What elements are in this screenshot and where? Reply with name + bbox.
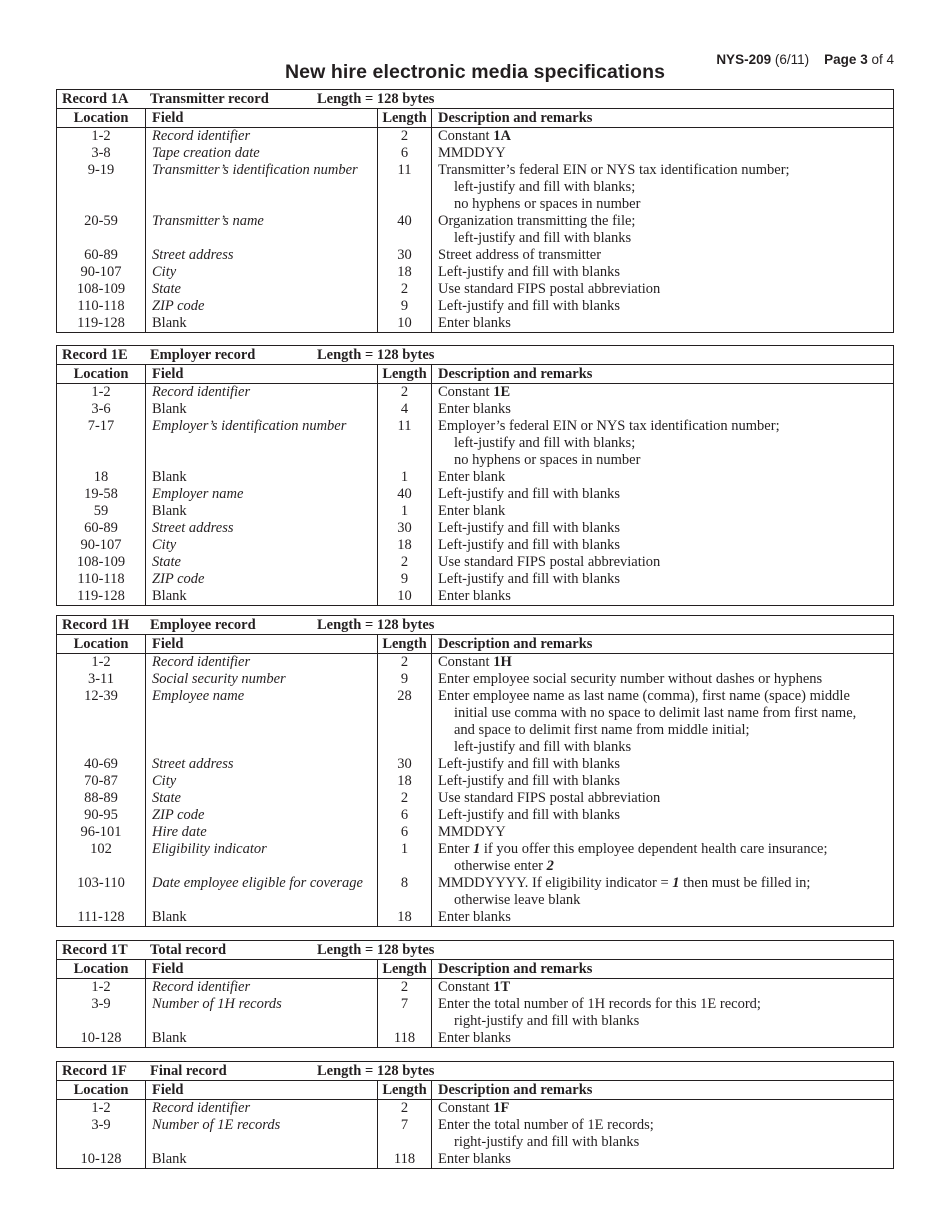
length-column: [378, 128, 432, 332]
length-cell: 18: [397, 909, 412, 925]
description-line: Enter employee name as last name (comma), first name (space) middle: [438, 688, 850, 704]
length-cell: 2: [400, 790, 409, 806]
length-cell: 2: [400, 979, 409, 995]
field-cell: Employer name: [152, 486, 244, 502]
field-cell: Tape creation date: [152, 145, 260, 161]
location-column: [57, 1100, 146, 1168]
field-cell: Number of 1H records: [152, 996, 282, 1012]
field-cell: Record identifier: [152, 979, 251, 995]
length-cell: 9: [400, 671, 409, 687]
length-cell: 18: [397, 537, 412, 553]
description-line: Employer’s federal EIN or NYS tax identification number;: [438, 418, 780, 434]
page-title: New hire electronic media specifications: [284, 61, 666, 83]
description-line: Enter the total number of 1H records for this 1E record;: [438, 996, 761, 1012]
description-line: otherwise leave blank: [454, 892, 581, 908]
location-cell: 3-8: [91, 145, 111, 161]
description-line: right-justify and fill with blanks: [454, 1134, 640, 1150]
length-cell: 30: [397, 520, 412, 536]
field-cell: State: [152, 281, 181, 297]
description-line: Left-justify and fill with blanks: [438, 773, 621, 789]
record-id: Record 1T: [62, 942, 128, 958]
record-name: Employee record: [150, 617, 256, 633]
record-name: Final record: [150, 1063, 227, 1079]
description-line: Enter employee social security number without dashes or hyphens: [438, 671, 823, 687]
location-cell: 110-118: [77, 298, 125, 314]
column-header-length: Length: [378, 960, 432, 978]
location-cell: 96-101: [80, 824, 122, 840]
field-cell: Record identifier: [152, 384, 251, 400]
column-header-location: Location: [57, 635, 146, 653]
length-cell: 2: [400, 384, 409, 400]
column-header-row: [57, 959, 893, 979]
record-body: [57, 979, 893, 1047]
field-cell: Blank: [152, 1030, 187, 1046]
column-header-description: Description and remarks: [438, 636, 593, 652]
record-header: [57, 941, 893, 959]
location-column: [57, 128, 146, 332]
description-line: no hyphens or spaces in number: [454, 196, 641, 212]
description-line: Left-justify and fill with blanks: [438, 571, 621, 587]
constant-value: 1F: [493, 1100, 510, 1116]
column-header-row: [57, 634, 893, 654]
field-cell: City: [152, 537, 177, 553]
field-cell: Blank: [152, 1151, 187, 1167]
field-cell: State: [152, 554, 181, 570]
length-cell: 30: [397, 756, 412, 772]
description-line: Enter blanks: [438, 909, 511, 925]
length-cell: 2: [400, 654, 409, 670]
description-column: [432, 384, 893, 605]
length-cell: 6: [400, 145, 409, 161]
field-cell: Record identifier: [152, 1100, 251, 1116]
location-cell: 1-2: [91, 979, 111, 995]
form-date: (6/11): [774, 52, 810, 67]
description-line: Use standard FIPS postal abbreviation: [438, 281, 661, 297]
column-header-field: Field: [146, 365, 378, 383]
field-column: [146, 128, 378, 332]
column-header-location: Location: [57, 109, 146, 127]
page-number: 3: [860, 52, 868, 67]
record-body: [57, 384, 893, 605]
record-table: [56, 89, 894, 333]
location-cell: 102: [90, 841, 112, 857]
length-cell: 30: [397, 247, 412, 263]
field-cell: Blank: [152, 588, 187, 604]
record-length: Length = 128 bytes: [317, 91, 435, 107]
field-cell: Eligibility indicator: [152, 841, 267, 857]
record-name: Total record: [150, 942, 227, 958]
length-cell: 4: [400, 401, 409, 417]
column-header-field: Field: [146, 635, 378, 653]
description-line: initial use comma with no space to delimit last name from first name,: [454, 705, 857, 721]
length-cell: 40: [397, 486, 412, 502]
record-header: [57, 616, 893, 634]
form-number: NYS-209: [716, 52, 772, 67]
record-header: [57, 90, 893, 108]
location-cell: 90-95: [84, 807, 118, 823]
description-line: Left-justify and fill with blanks: [438, 486, 621, 502]
location-cell: 111-128: [77, 909, 125, 925]
description-line: MMDDYY: [438, 824, 506, 840]
field-column: [146, 979, 378, 1047]
field-cell: Transmitter’s identification number: [152, 162, 358, 178]
location-cell: 110-118: [77, 571, 125, 587]
location-cell: 3-9: [91, 1117, 111, 1133]
field-cell: Transmitter’s name: [152, 213, 264, 229]
field-cell: Employee name: [152, 688, 245, 704]
record-body: [57, 654, 893, 926]
column-header-location: Location: [57, 960, 146, 978]
location-cell: 18: [93, 469, 109, 485]
length-cell: 6: [400, 824, 409, 840]
column-header-location: Location: [57, 1081, 146, 1099]
length-cell: 18: [397, 264, 412, 280]
description-line: Enter blanks: [438, 588, 511, 604]
constant-value: 1A: [493, 128, 511, 144]
field-cell: Blank: [152, 315, 187, 331]
description-line: right-justify and fill with blanks: [454, 1013, 640, 1029]
column-header-description: Description and remarks: [438, 1082, 593, 1098]
description-line: Use standard FIPS postal abbreviation: [438, 554, 661, 570]
location-column: [57, 384, 146, 605]
column-header-description: Description and remarks: [438, 110, 593, 126]
field-cell: ZIP code: [152, 571, 205, 587]
location-cell: 7-17: [87, 418, 115, 434]
description-column: [432, 128, 893, 332]
length-cell: 11: [397, 162, 412, 178]
field-cell: Number of 1E records: [152, 1117, 281, 1133]
page-of: of 4: [871, 52, 894, 67]
description-line: Enter blanks: [438, 315, 511, 331]
length-column: [378, 654, 432, 926]
description-line: otherwise enter 2: [454, 858, 554, 874]
field-cell: Blank: [152, 401, 187, 417]
location-cell: 108-109: [76, 281, 126, 297]
location-cell: 90-107: [80, 537, 122, 553]
length-cell: 2: [400, 281, 409, 297]
location-cell: 60-89: [84, 520, 118, 536]
field-cell: Record identifier: [152, 128, 251, 144]
column-header-field: Field: [146, 960, 378, 978]
length-cell: 40: [397, 213, 412, 229]
location-cell: 1-2: [91, 654, 111, 670]
location-cell: 88-89: [84, 790, 118, 806]
description-line: Left-justify and fill with blanks: [438, 264, 621, 280]
field-cell: Blank: [152, 469, 187, 485]
description-line: Constant 1F: [438, 1100, 510, 1116]
description-line: Enter blanks: [438, 1151, 511, 1167]
description-line: Left-justify and fill with blanks: [438, 537, 621, 553]
record-id: Record 1H: [62, 617, 130, 633]
location-cell: 1-2: [91, 128, 111, 144]
column-header-row: [57, 364, 893, 384]
location-column: [57, 979, 146, 1047]
location-cell: 3-11: [87, 671, 115, 687]
location-cell: 10-128: [80, 1030, 122, 1046]
description-line: Enter blank: [438, 503, 506, 519]
description-column: [432, 979, 893, 1047]
description-line: Constant 1H: [438, 654, 512, 670]
length-cell: 11: [397, 418, 412, 434]
length-column: [378, 979, 432, 1047]
record-length: Length = 128 bytes: [317, 347, 435, 363]
location-cell: 119-128: [77, 315, 125, 331]
location-cell: 3-9: [91, 996, 111, 1012]
column-header-description: Description and remarks: [438, 961, 593, 977]
record-name: Employer record: [150, 347, 256, 363]
record-table: [56, 615, 894, 927]
constant-value: 1E: [493, 384, 511, 400]
length-cell: 2: [400, 554, 409, 570]
column-header-description: Description and remarks: [438, 366, 593, 382]
length-cell: 7: [400, 996, 409, 1012]
field-cell: Street address: [152, 756, 234, 772]
location-column: [57, 654, 146, 926]
description-line: Enter blanks: [438, 1030, 511, 1046]
field-cell: City: [152, 773, 177, 789]
constant-value: 1H: [493, 654, 512, 670]
length-column: [378, 384, 432, 605]
field-cell: Record identifier: [152, 654, 251, 670]
record-length: Length = 128 bytes: [317, 617, 435, 633]
length-cell: 118: [393, 1151, 416, 1167]
description-line: Left-justify and fill with blanks: [438, 520, 621, 536]
length-cell: 28: [397, 688, 412, 704]
record-table: [56, 345, 894, 606]
description-line: left-justify and fill with blanks;: [454, 435, 636, 451]
field-cell: ZIP code: [152, 298, 205, 314]
indicator-value: 1: [672, 875, 680, 891]
field-cell: Date employee eligible for coverage: [152, 875, 363, 891]
length-cell: 1: [400, 503, 409, 519]
constant-value: 1T: [493, 979, 511, 995]
location-cell: 1-2: [91, 384, 111, 400]
field-column: [146, 1100, 378, 1168]
page-label: Page: [824, 52, 857, 67]
description-line: Enter blank: [438, 469, 506, 485]
record-header: [57, 346, 893, 364]
description-line: left-justify and fill with blanks;: [454, 179, 636, 195]
description-line: Left-justify and fill with blanks: [438, 756, 621, 772]
column-header-location: Location: [57, 365, 146, 383]
length-cell: 1: [400, 469, 409, 485]
length-cell: 10: [397, 588, 412, 604]
description-line: no hyphens or spaces in number: [454, 452, 641, 468]
length-cell: 8: [400, 875, 409, 891]
description-line: Left-justify and fill with blanks: [438, 807, 621, 823]
description-line: left-justify and fill with blanks: [454, 230, 632, 246]
record-id: Record 1F: [62, 1063, 127, 1079]
record-id: Record 1E: [62, 347, 128, 363]
length-cell: 9: [400, 571, 409, 587]
column-header-row: [57, 1080, 893, 1100]
field-column: [146, 654, 378, 926]
description-line: Street address of transmitter: [438, 247, 602, 263]
field-cell: City: [152, 264, 177, 280]
description-column: [432, 654, 893, 926]
field-cell: State: [152, 790, 181, 806]
location-cell: 20-59: [84, 213, 118, 229]
length-cell: 7: [400, 1117, 409, 1133]
location-cell: 40-69: [84, 756, 118, 772]
description-line: Enter 1 if you offer this employee dependent health care insurance;: [438, 841, 828, 857]
description-line: Left-justify and fill with blanks: [438, 298, 621, 314]
column-header-length: Length: [378, 1081, 432, 1099]
field-cell: Blank: [152, 503, 187, 519]
location-cell: 90-107: [80, 264, 122, 280]
location-cell: 9-19: [87, 162, 115, 178]
description-line: Enter blanks: [438, 401, 511, 417]
length-cell: 18: [397, 773, 412, 789]
location-cell: 3-6: [91, 401, 111, 417]
location-cell: 60-89: [84, 247, 118, 263]
column-header-field: Field: [146, 1081, 378, 1099]
description-line: Enter the total number of 1E records;: [438, 1117, 654, 1133]
field-cell: Social security number: [152, 671, 286, 687]
record-table: [56, 940, 894, 1048]
field-cell: Street address: [152, 520, 234, 536]
indicator-value: 1: [473, 841, 481, 857]
description-line: MMDDYYYY. If eligibility indicator = 1 then must be filled in;: [438, 875, 811, 891]
description-line: Constant 1E: [438, 384, 511, 400]
location-cell: 10-128: [80, 1151, 122, 1167]
field-cell: Blank: [152, 909, 187, 925]
record-length: Length = 128 bytes: [317, 942, 435, 958]
column-header-row: [57, 108, 893, 128]
length-column: [378, 1100, 432, 1168]
location-cell: 70-87: [84, 773, 118, 789]
length-cell: 9: [400, 298, 409, 314]
column-header-length: Length: [378, 109, 432, 127]
length-cell: 2: [400, 1100, 409, 1116]
location-cell: 108-109: [76, 554, 126, 570]
location-cell: 12-39: [84, 688, 118, 704]
column-header-length: Length: [378, 635, 432, 653]
location-cell: 119-128: [77, 588, 125, 604]
length-cell: 6: [400, 807, 409, 823]
description-column: [432, 1100, 893, 1168]
record-header: [57, 1062, 893, 1080]
location-cell: 1-2: [91, 1100, 111, 1116]
record-id: Record 1A: [62, 91, 129, 107]
field-column: [146, 384, 378, 605]
field-cell: ZIP code: [152, 807, 205, 823]
location-cell: 19-58: [84, 486, 118, 502]
location-cell: 59: [93, 503, 109, 519]
record-name: Transmitter record: [150, 91, 269, 107]
field-cell: Employer’s identification number: [152, 418, 347, 434]
record-body: [57, 1100, 893, 1168]
record-body: [57, 128, 893, 332]
description-line: MMDDYY: [438, 145, 506, 161]
length-cell: 1: [400, 841, 409, 857]
field-cell: Street address: [152, 247, 234, 263]
description-line: Transmitter’s federal EIN or NYS tax identification number;: [438, 162, 790, 178]
column-header-field: Field: [146, 109, 378, 127]
location-cell: 103-110: [77, 875, 125, 891]
length-cell: 10: [397, 315, 412, 331]
indicator-value: 2: [546, 858, 554, 874]
column-header-length: Length: [378, 365, 432, 383]
length-cell: 118: [393, 1030, 416, 1046]
description-line: Use standard FIPS postal abbreviation: [438, 790, 661, 806]
description-line: left-justify and fill with blanks: [454, 739, 632, 755]
description-line: and space to delimit first name from middle initial;: [454, 722, 750, 738]
field-cell: Hire date: [152, 824, 207, 840]
description-line: Constant 1T: [438, 979, 511, 995]
record-table: [56, 1061, 894, 1169]
record-length: Length = 128 bytes: [317, 1063, 435, 1079]
length-cell: 2: [400, 128, 409, 144]
description-line: Constant 1A: [438, 128, 511, 144]
description-line: Organization transmitting the file;: [438, 213, 636, 229]
